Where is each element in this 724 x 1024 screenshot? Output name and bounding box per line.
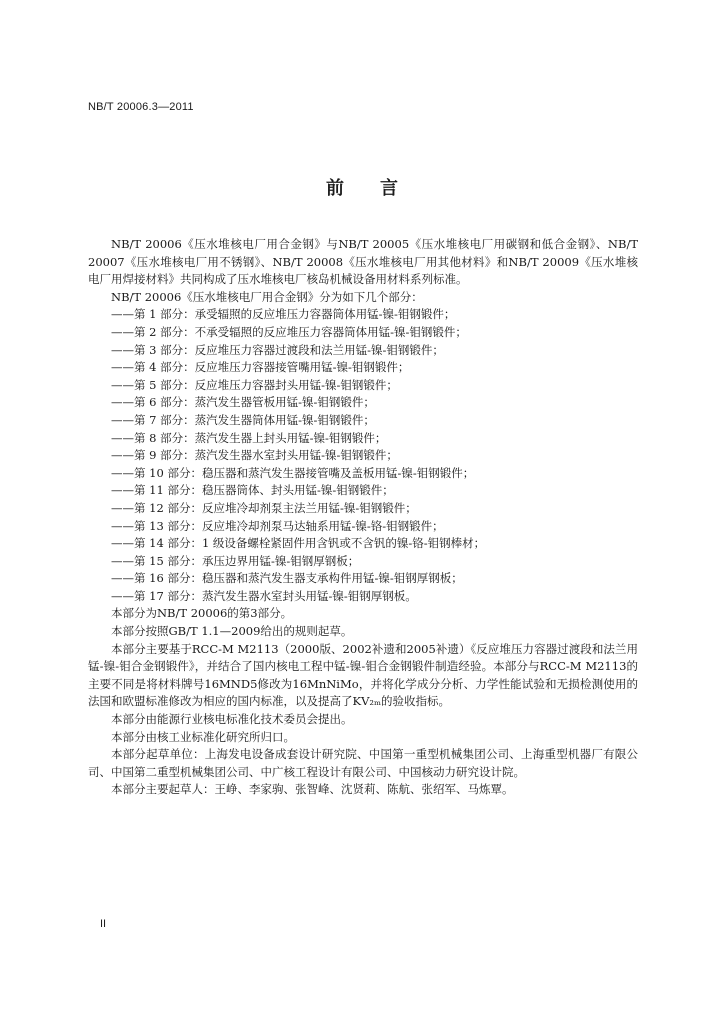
intro-paragraph-2: NB/T 20006《压水堆核电厂用合金钢》分为如下几个部分： bbox=[111, 289, 423, 304]
body-paragraph-proposer: 本部分由能源行业核电标准化技术委员会提出。 bbox=[111, 712, 353, 727]
list-item: ——第 5 部分：反应堆压力容器封头用锰-镍-钼钢锻件； bbox=[111, 377, 398, 392]
list-item: ——第 9 部分：蒸汽发生器水室封头用锰-镍-钼钢锻件； bbox=[111, 448, 398, 463]
list-item: ——第 2 部分：不承受辐照的反应堆压力容器筒体用锰-镍-钼钢锻件； bbox=[111, 324, 467, 339]
list-item: ——第 11 部分：稳压器筒体、封头用锰-镍-钼钢锻件； bbox=[111, 483, 394, 498]
list-item: ——第 3 部分：反应堆压力容器过渡段和法兰用锰-镍-钼钢锻件； bbox=[111, 342, 444, 357]
list-item: ——第 14 部分：1 级设备螺栓紧固件用含钒或不含钒的镍-铬-钼钢棒材； bbox=[111, 536, 486, 551]
intro-paragraph-1: NB/T 20006《压水堆核电厂用合金钢》与NB/T 20005《压水堆核电厂用碳钢和低合金钢》、NB/T 20007《压水堆核电厂用不锈钢》、NB/T 20008《压水堆核电厂用其他材料》和NB/T 20009《压水堆核电厂用焊接材料》共同构成了压水堆核电厂核岛机械设备用材料系列标准。 bbox=[88, 237, 638, 287]
list-item: ——第 16 部分：稳压器和蒸汽发生器支承构件用锰-镍-钼钢厚钢板； bbox=[111, 571, 463, 586]
list-item: ——第 17 部分：蒸汽发生器水室封头用锰-镍-钼钢厚钢板。 bbox=[111, 588, 417, 603]
list-item: ——第 6 部分：蒸汽发生器管板用锰-镍-钼钢锻件； bbox=[111, 395, 375, 410]
list-item: ——第 13 部分：反应堆冷却剂泵马达轴系用锰-镍-铬-钼钢锻件； bbox=[111, 518, 444, 533]
foreword-body bbox=[88, 236, 638, 799]
list-item: ——第 8 部分：蒸汽发生器上封头用锰-镍-钼钢锻件； bbox=[111, 430, 387, 445]
body-paragraph-basis: 本部分主要基于RCC-M M2113（2000版、2002补遗和2005补遗）《反应堆压力容器过渡段和法兰用锰-镍-钼合金钢锻件》，并结合了国内核电工程中锰-镍-钼合金钢锻件制造经验。本部分与RCC-M M2113的主要不同是将材料牌号16MND5修改为16MnNiMo，并将化学成分分析、力学性能试验和无损检测使用的法国和欧盟标准修改为相应的国内标准，以及提高了KV₂ₘ的验收指标。 bbox=[88, 641, 638, 709]
page-title: 前言 bbox=[326, 178, 434, 199]
list-item: ——第 10 部分：稳压器和蒸汽发生器接管嘴及盖板用锰-镍-钼钢锻件； bbox=[111, 465, 475, 480]
list-item: ——第 4 部分：反应堆压力容器接管嘴用锰-镍-钼钢锻件； bbox=[111, 360, 410, 375]
body-paragraph-drafting-rules: 本部分按照GB/T 1.1—2009给出的规则起草。 bbox=[111, 624, 353, 639]
list-item: ——第 1 部分：承受辐照的反应堆压力容器筒体用锰-镍-钼钢锻件； bbox=[111, 307, 456, 322]
standard-code-header: NB/T 20006.3—2011 bbox=[88, 101, 194, 113]
list-item: ——第 12 部分：反应堆冷却剂泵主法兰用锰-镍-钼钢锻件； bbox=[111, 500, 417, 515]
body-paragraph-drafting-units: 本部分起草单位：上海发电设备成套设计研究院、中国第一重型机械集团公司、上海重型机器厂有限公司、中国第二重型机械集团公司、中广核工程设计有限公司、中国核动力研究设计院。 bbox=[88, 747, 638, 779]
body-paragraph-part-number: 本部分为NB/T 20006的第3部分。 bbox=[111, 606, 293, 621]
body-paragraph-administrator: 本部分由核工业标准化研究所归口。 bbox=[111, 729, 295, 744]
list-item: ——第 7 部分：蒸汽发生器筒体用锰-镍-钼钢锻件； bbox=[111, 412, 375, 427]
list-item: ——第 15 部分：承压边界用锰-镍-钼钢厚钢板； bbox=[111, 553, 360, 568]
body-paragraph-drafters: 本部分主要起草人：王峥、李家驹、张智峰、沈贤莉、陈航、张绍军、马炼覃。 bbox=[111, 782, 514, 797]
parts-list bbox=[88, 306, 638, 605]
page-number: II bbox=[100, 918, 107, 930]
